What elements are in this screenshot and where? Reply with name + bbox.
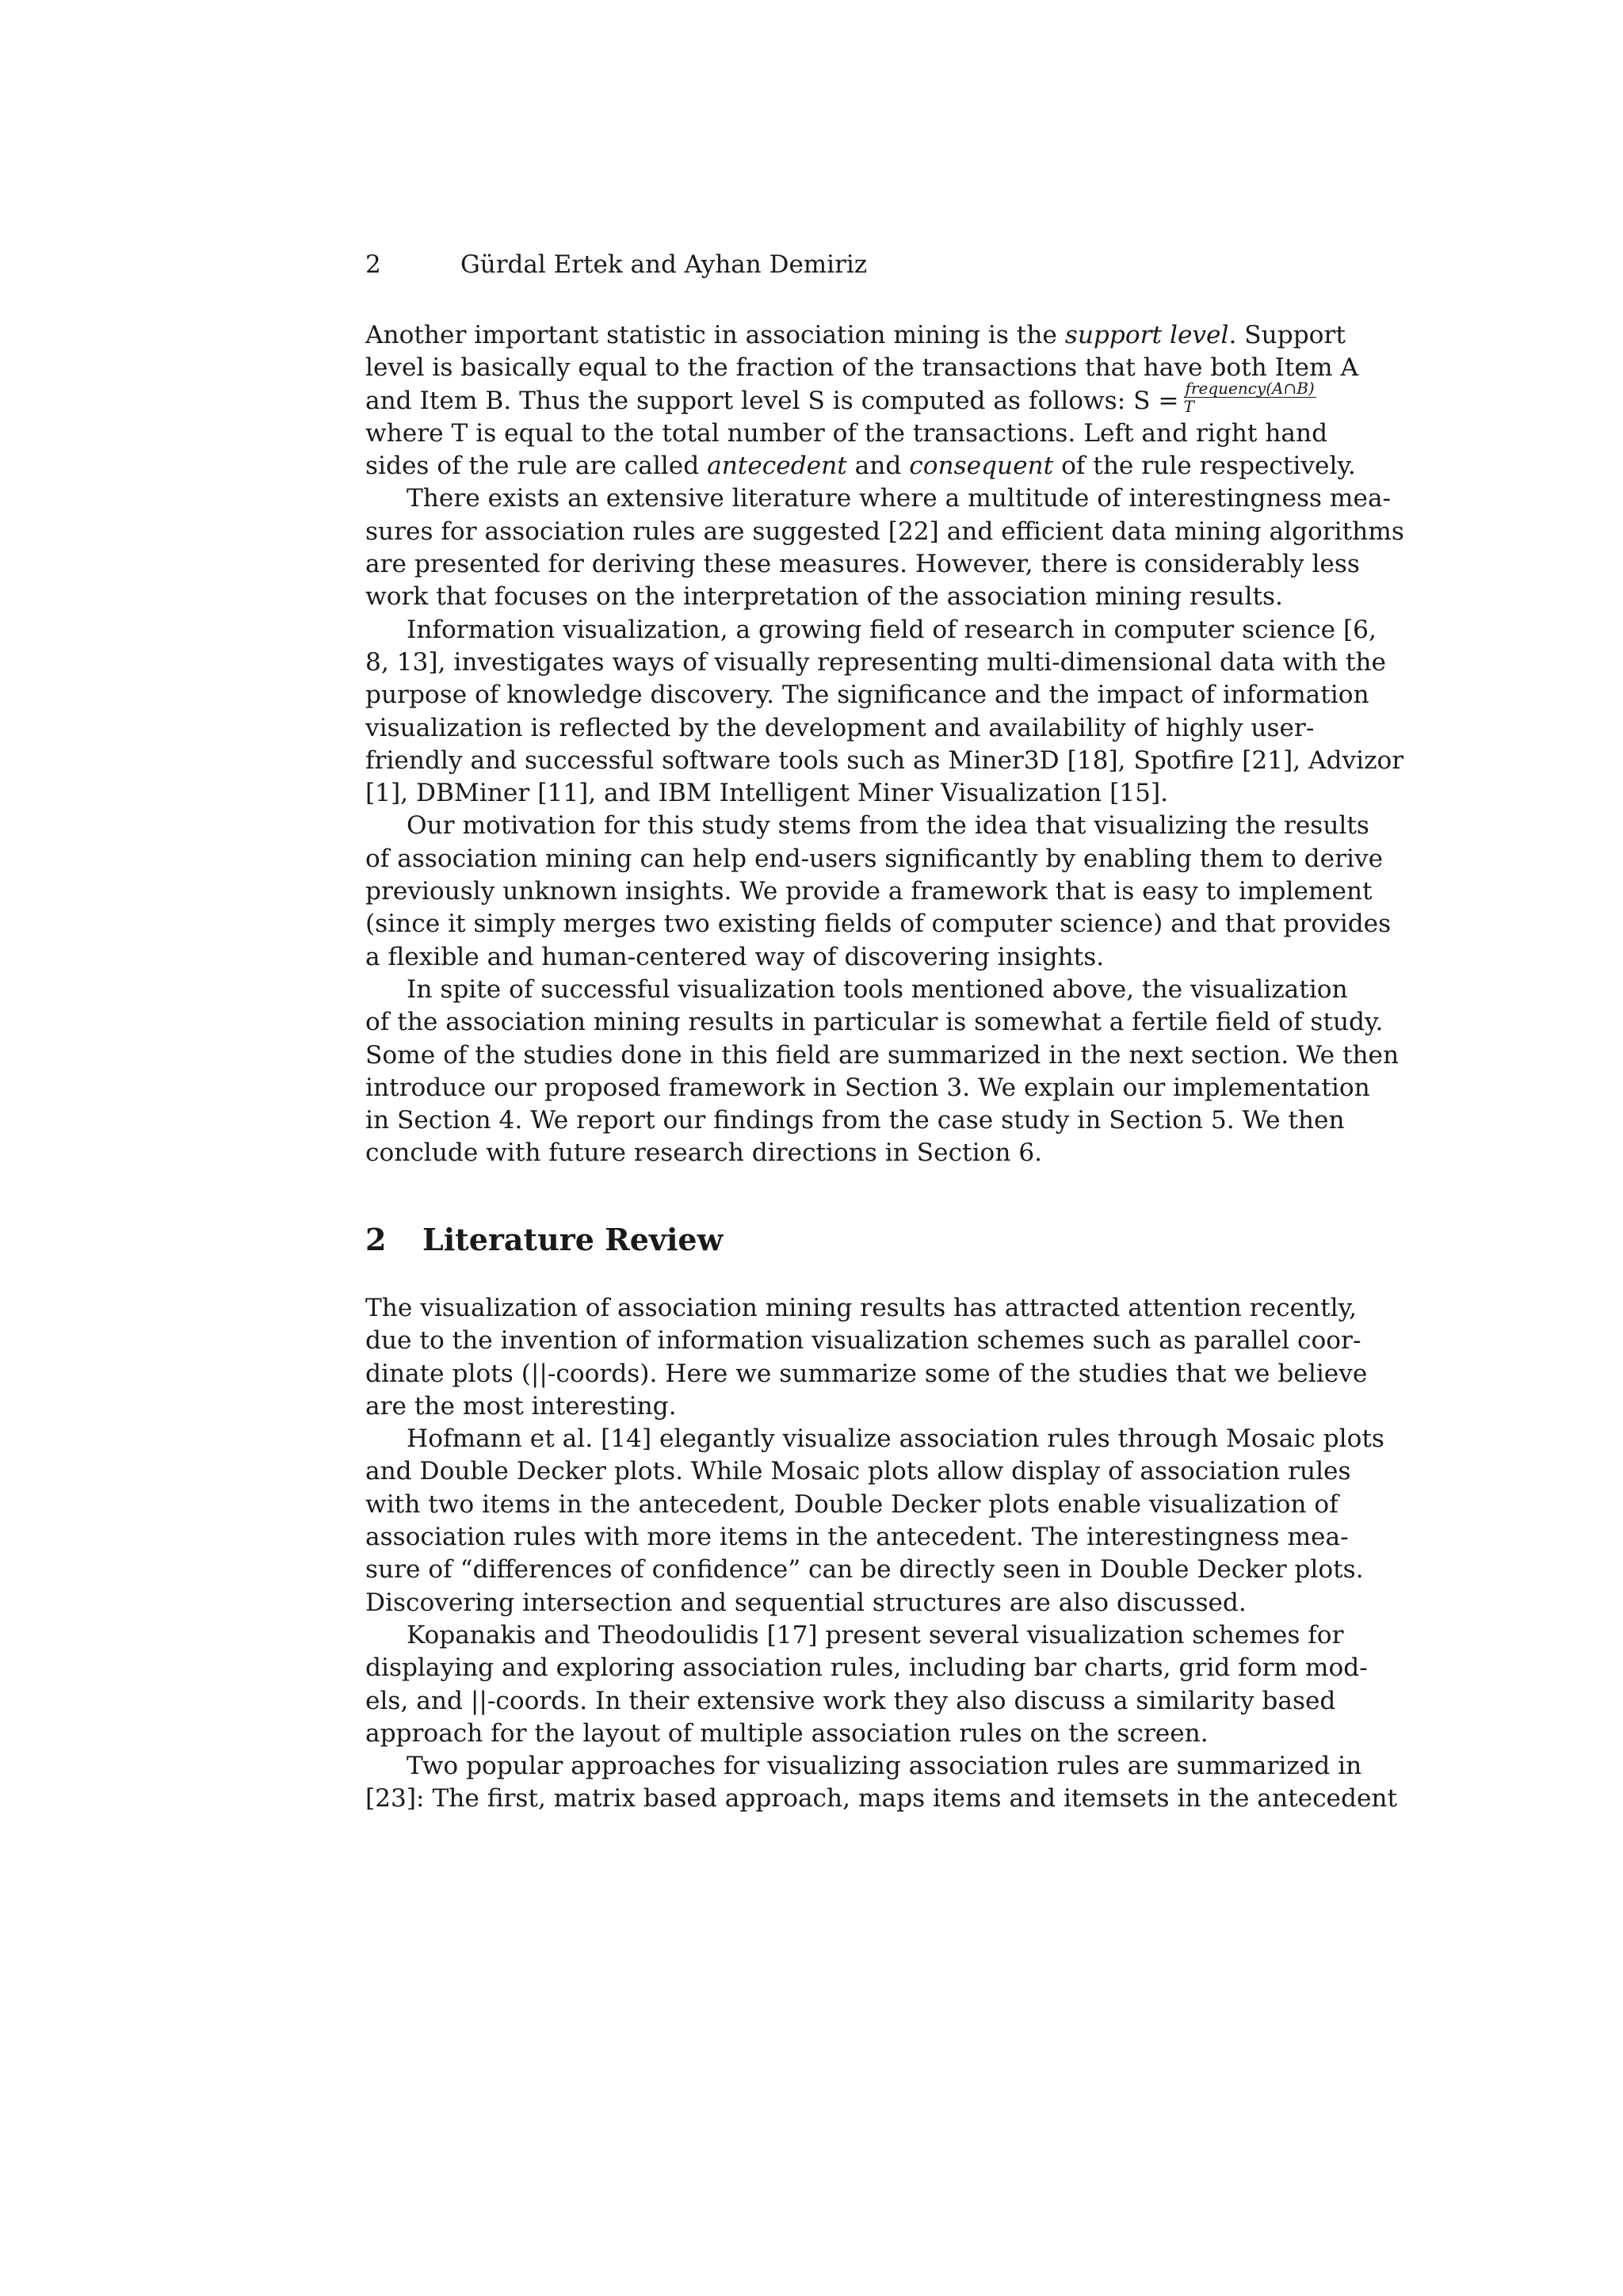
text-line: 8, 13], investigates ways of visually representing multi-dimensional data with the bbox=[365, 647, 1386, 677]
text-line: Two popular approaches for visualizing association rules are summarized in bbox=[407, 1752, 1362, 1781]
text-line: Our motivation for this study stems from the idea that visualizing the results bbox=[407, 811, 1369, 841]
text-line: There exists an extensive literature where a multitude of interestingness mea- bbox=[407, 484, 1392, 513]
text-line: of the association mining results in particular is somewhat a fertile field of study. bbox=[365, 1008, 1384, 1037]
section-number: 2 bbox=[365, 1222, 387, 1257]
text-line: in Section 4. We report our findings from the case study in Section 5. We then bbox=[365, 1106, 1345, 1135]
text-line: work that focuses on the interpretation of the association mining results. bbox=[365, 582, 1283, 612]
text-line: are the most interesting. bbox=[365, 1391, 677, 1421]
intro-paragraphs bbox=[365, 319, 1404, 1170]
text-line: of association mining can help end-users significantly by enabling them to derive bbox=[365, 844, 1384, 873]
text-line: level is basically equal to the fraction of the transactions that have both Item A bbox=[365, 353, 1358, 383]
text-line: [23]: The first, matrix based approach, maps items and itemsets in the antecedent bbox=[365, 1784, 1398, 1814]
text-line: dinate plots (||-coords). Here we summarize some of the studies that we believe bbox=[365, 1359, 1368, 1388]
text-line: and Item B. Thus the support level S is computed as follows: S = $\frac{\text{frequency(A∩B)}}{T}$ bbox=[365, 378, 1315, 416]
running-head bbox=[365, 247, 1316, 282]
text-line: are presented for deriving these measures. However, there is considerably less bbox=[365, 550, 1360, 579]
text-line: with two items in the antecedent, Double Decker plots enable visualization of bbox=[365, 1489, 1338, 1519]
text-line: Information visualization, a growing field of research in computer science [6, bbox=[407, 615, 1377, 644]
text-line: association rules with more items in the antecedent. The interestingness mea- bbox=[365, 1523, 1349, 1552]
text-line: visualization is reflected by the development and availability of highly user- bbox=[365, 713, 1315, 742]
text-line: Some of the studies done in this field are summarized in the next section. We then bbox=[365, 1040, 1400, 1070]
text-line: purpose of knowledge discovery. The significance and the impact of information bbox=[365, 681, 1369, 710]
text-line: sure of “differences of confidence” can be directly seen in Double Decker plots. bbox=[365, 1555, 1364, 1585]
text-line: els, and ||-coords. In their extensive work they also discuss a similarity based bbox=[365, 1686, 1336, 1715]
text-line: In spite of successful visualization tools mentioned above, the visualization bbox=[407, 974, 1348, 1004]
text-line: Another important statistic in association mining is the support level. Support bbox=[365, 321, 1346, 349]
text-line: previously unknown insights. We provide a framework that is easy to implement bbox=[365, 877, 1373, 906]
author-names: Gürdal Ertek and Ayhan Demiriz bbox=[460, 250, 868, 279]
text-line: Hofmann et al. [14] elegantly visualize association rules through Mosaic plots bbox=[407, 1425, 1384, 1454]
section-heading bbox=[365, 1220, 1314, 1260]
text-line: due to the invention of information visualization schemes such as parallel coor- bbox=[365, 1326, 1361, 1356]
text-line: friendly and successful software tools such as Miner3D [18], Spotfire [21], Advizor bbox=[365, 746, 1404, 775]
text-line: where T is equal to the total number of the transactions. Left and right hand bbox=[365, 418, 1328, 448]
text-line: introduce our proposed framework in Section 3. We explain our implementation bbox=[365, 1073, 1370, 1102]
section-title: Literature Review bbox=[422, 1222, 724, 1257]
text-line: The visualization of association mining results has attracted attention recently, bbox=[365, 1294, 1358, 1322]
text-line: conclude with future research directions in Section 6. bbox=[365, 1138, 1043, 1168]
text-line: sides of the rule are called antecedent and consequent of the rule respectively. bbox=[365, 452, 1356, 481]
literature-review-paragraphs bbox=[365, 1292, 1398, 1816]
support-formula: $\frac{\text{frequency(A∩B)}}{T}$ bbox=[1183, 378, 1315, 416]
text-line: and Double Decker plots. While Mosaic plots allow display of association rules bbox=[365, 1457, 1351, 1486]
text-line: Discovering intersection and sequential structures are also discussed. bbox=[365, 1588, 1247, 1617]
page-number: 2 bbox=[365, 250, 381, 279]
text-line: sures for association rules are suggested [22] and efficient data mining algorithms bbox=[365, 517, 1404, 546]
text-line: displaying and exploring association rules, including bar charts, grid form mod- bbox=[365, 1653, 1368, 1683]
text-line: approach for the layout of multiple association rules on the screen. bbox=[365, 1718, 1209, 1748]
text-line: (since it simply merges two existing fields of computer science) and that provides bbox=[365, 910, 1392, 939]
text-line: Kopanakis and Theodoulidis [17] present several visualization schemes for bbox=[407, 1620, 1344, 1650]
text-line: [1], DBMiner [11], and IBM Intelligent Miner Visualization [15]. bbox=[365, 779, 1169, 808]
text-line: a flexible and human-centered way of discovering insights. bbox=[365, 942, 1105, 971]
